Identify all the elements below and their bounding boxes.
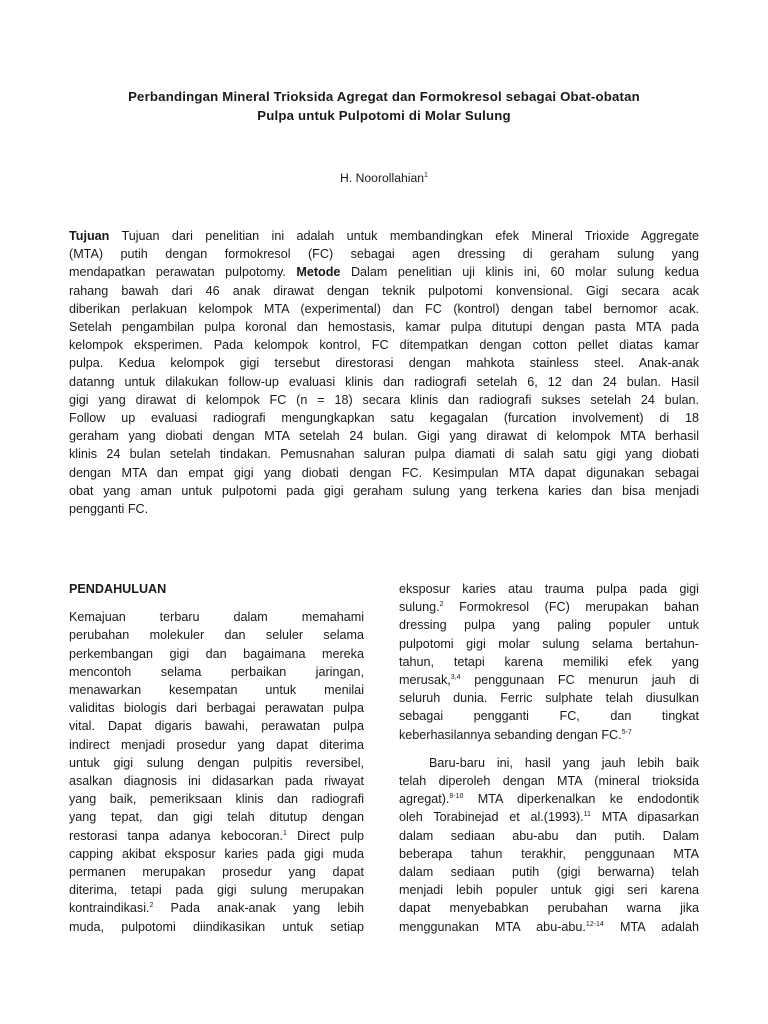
title-line: Pulpa untuk Pulpotomi di Molar Sulung xyxy=(257,108,511,123)
body-line: yang baik, pemeriksaan klinis dan radiografi xyxy=(69,792,364,807)
abstract-line: diberikan perlakuan kelompok MTA (experimental) dan FC (kontrol) dengan tabel bernomor acak. xyxy=(69,301,699,316)
body-line: validitas biologis dari berbagai perawatan pulpa xyxy=(69,701,364,716)
abstract-line: geraham yang diobati dengan MTA setelah 24 bulan. Gigi yang dirawat di kelompok MTA berhasil xyxy=(69,429,699,444)
body-line: yang tepat, dan gigi telah ditutup dengan xyxy=(69,810,364,825)
abstract-line: mendapatkan perawatan pulpotomy. Metode Dalam penelitian uji klinis ini, 60 molar sulung kedua xyxy=(69,265,699,280)
body-line: kontraindikasi.$^2$ Pada anak-anak yang lebih xyxy=(69,901,364,916)
body-line: indirect menjadi prosedur yang dapat diterima xyxy=(69,737,364,752)
body-line: perubahan molekuler dan seluler selama xyxy=(69,628,364,643)
citation: 2 xyxy=(439,601,444,609)
author-line xyxy=(0,170,768,186)
right-column xyxy=(399,580,699,936)
body-line: sulung.$^2$ Formokresol (FC) merupakan bahan xyxy=(399,600,699,615)
body-line: permanen merupakan prosedur yang dapat xyxy=(69,865,364,880)
citation: 8-10 xyxy=(449,793,464,801)
left-column xyxy=(69,580,364,936)
abstract-line: Tujuan Tujuan dari penelitian ini adalah untuk membandingkan efek Mineral Trioxide Aggregate xyxy=(69,229,699,243)
body-line: dapat menyebabkan perubahan warna jika xyxy=(399,901,699,916)
affiliation-mark: 1 xyxy=(424,172,428,179)
body-line: dalam sediaan putih (gigi berwarna) telah xyxy=(399,865,699,880)
abstract-line: Setelah pengambilan pulpa koronal dan hemostasis, kamar pulpa ditutupi dengan pasta MTA pada xyxy=(69,320,699,335)
paper-title xyxy=(60,87,708,125)
abstract-line: datanng untuk dilakukan follow-up evaluasi klinis dan radiografi setelah 6, 12 dan 24 bulan. Hasil xyxy=(69,374,699,389)
body-line: tahun, tetapi karena memiliki efek yang xyxy=(399,654,699,669)
citation: 2 xyxy=(149,902,154,910)
abstract xyxy=(69,227,699,518)
body-line: menjadi lebih populer untuk gigi seri karena xyxy=(399,883,699,898)
paragraph-gap xyxy=(399,744,699,754)
body-line: agregat).$^{8-10}$ MTA diperkenalkan ke endodontik xyxy=(399,792,699,807)
citation: 3,4 xyxy=(450,674,461,682)
abstract-line: rahang bawah dari 46 anak dirawat dengan teknik pulpotomi konvensional. Gigi secara acak xyxy=(69,283,699,298)
body-line: dressing pulpa yang paling populer untuk xyxy=(399,618,699,633)
body-line: beberapa tahun terakhir, penggunaan MTA xyxy=(399,846,699,861)
body-line: untuk gigi sulung dengan pulpitis reversibel, xyxy=(69,755,364,770)
body-line: dalam sediaan abu-abu dan putih. Dalam xyxy=(399,828,699,843)
abstract-line: pengganti FC. xyxy=(69,502,149,517)
abstract-line: klinis 24 bulan setelah tindakan. Pemusnahan saluran pulpa diamati di salah satu gigi yang diobati xyxy=(69,447,699,462)
body-line: sebagai pengganti FC, dan tingkat xyxy=(399,709,699,724)
citation: 1 xyxy=(283,829,287,837)
body-line: muda, pulpotomi diindikasikan untuk setiap xyxy=(69,919,364,934)
abstract-line: gigi yang dirawat di kelompok FC (n = 18) secara klinis dan radiografi sukses setelah 24 bulan. xyxy=(69,392,699,407)
citation: 11 xyxy=(583,811,591,819)
abstract-label-tujuan: Tujuan xyxy=(69,229,110,243)
body-line: keberhasilannya sebanding dengan FC.$^{5-7}$ xyxy=(399,727,632,742)
body-line: pulpotomi gigi molar sulung selama bertahun- xyxy=(399,636,699,651)
body-line: oleh Torabinejad et al.(1993).$^{11}$ MTA dipasarkan xyxy=(399,810,699,825)
body-line: merusak,$^{3,4}$ penggunaan FC menurun jauh di xyxy=(399,673,699,688)
body-line: menawarkan kesempatan untuk menilai xyxy=(69,683,364,698)
body-line: restorasi tanpa adanya kebocoran.$^1$ Direct pulp xyxy=(69,828,364,843)
body-line: mencontoh selama perbaikan jaringan, xyxy=(69,664,364,679)
body-line: capping akibat eksposur karies pada gigi muda xyxy=(69,846,364,861)
body-line: asalkan diagnosis ini didasarkan pada riwayat xyxy=(69,774,364,789)
body-line: diterima, tetapi pada gigi sulung merupakan xyxy=(69,883,364,898)
body-line: menggunakan MTA abu-abu.$^{12-14}$ MTA adalah xyxy=(399,919,699,934)
title-line: Perbandingan Mineral Trioksida Agregat dan Formokresol sebagai Obat-obatan xyxy=(128,89,640,104)
abstract-label-metode: Metode xyxy=(296,265,341,280)
section-heading: PENDAHULUAN xyxy=(69,582,167,596)
body-line: seluruh dunia. Ferric sulphate telah diusulkan xyxy=(399,691,699,706)
body-line: Kemajuan terbaru dalam memahami xyxy=(69,610,364,625)
abstract-line: kelompok eksperimen. Pada kelompok kontrol, FC ditempatkan dengan cotton pellet diatas kamar xyxy=(69,338,699,353)
body-line: telah diperoleh dengan MTA (mineral trioksida xyxy=(399,774,699,789)
body-line: eksposur karies atau trauma pulpa pada gigi xyxy=(399,582,699,596)
body-line: Baru-baru ini, hasil yang jauh lebih baik xyxy=(429,755,699,770)
citation: 5-7 xyxy=(621,728,632,736)
citation: 12-14 xyxy=(585,920,604,928)
abstract-line: obat yang aman untuk pulpotomi pada gigi geraham sulung yang terkena karies dan bisa menjadi xyxy=(69,483,699,498)
body-line: vital. Dapat digaris bawahi, perawatan pulpa xyxy=(69,719,364,734)
author-name: H. Noorollahian xyxy=(340,171,425,185)
abstract-line: dengan MTA dan empat gigi yang diobati dengan FC. Kesimpulan MTA dapat digunakan sebagai xyxy=(69,465,699,480)
body-line: perkembangan gigi dan bagaimana mereka xyxy=(69,646,364,661)
abstract-line: (MTA) putih dengan formokresol (FC) sebagai agen dressing di geraham sulung yang xyxy=(69,247,699,262)
abstract-line: Follow up evaluasi radiografi mengungkapkan satu kegagalan (furcation involvement) di 18 xyxy=(69,411,699,426)
abstract-line: pulpa. Kedua kelompok gigi tersebut direstorasi dengan mahkota stainless steel. Anak-anak xyxy=(69,356,699,371)
